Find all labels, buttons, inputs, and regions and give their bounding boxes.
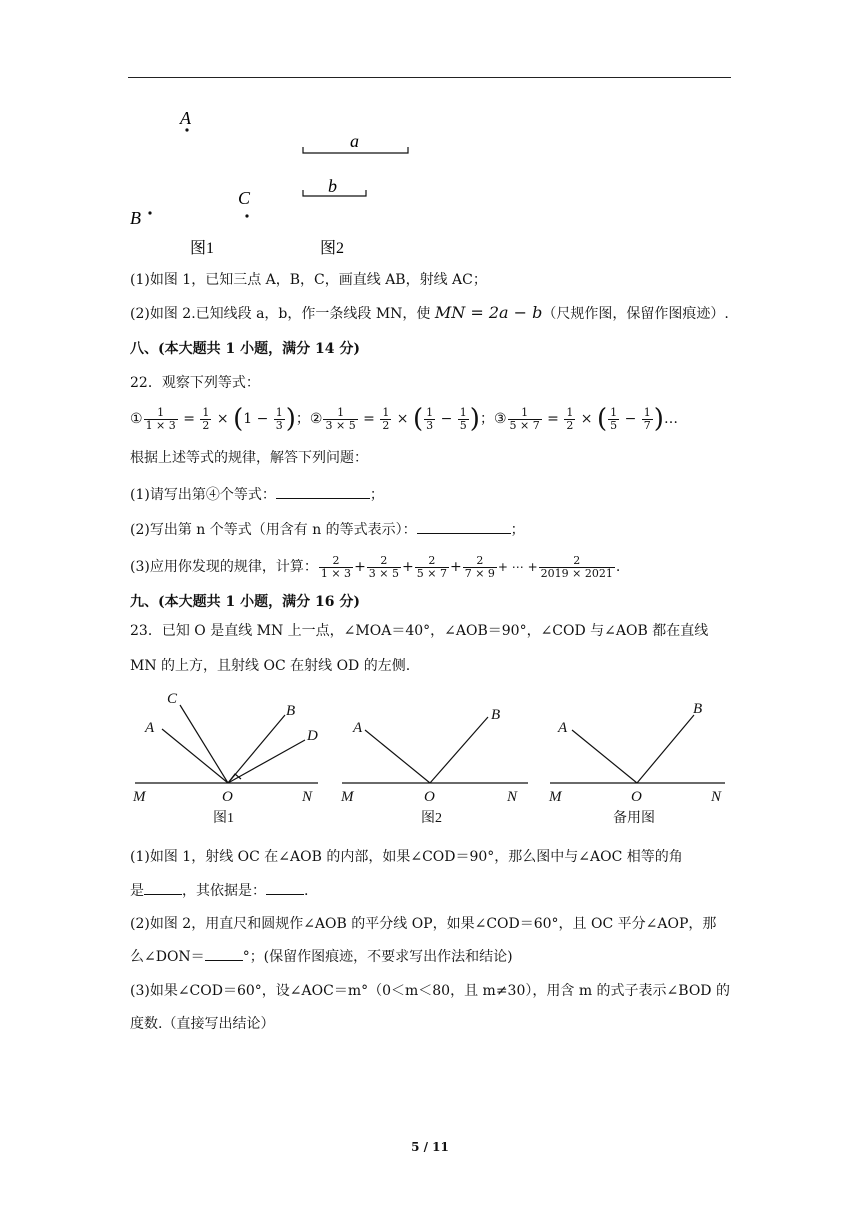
svg-text:O: O — [424, 789, 435, 805]
caption-fig1: 图1 — [190, 240, 215, 257]
eq-ellipsis: … — [663, 411, 678, 427]
svg-text:M: M — [549, 789, 562, 805]
q21-part2-note: （尺规作图，保留作图痕迹）. — [542, 306, 729, 322]
svg-text:N: N — [302, 789, 313, 805]
svg-text:M: M — [133, 789, 146, 805]
fig2-ray-ob — [430, 717, 488, 783]
q21-formula: MN = 2a − b — [434, 303, 543, 322]
segment-label-a: a — [350, 131, 359, 151]
figure-angles — [125, 685, 735, 830]
eq3-coef: $\frac{1}{2}$ — [566, 405, 574, 432]
answer-blank-4[interactable] — [266, 880, 304, 895]
page-number: 5 / 11 — [411, 1140, 449, 1154]
eq3-b: $\frac{1}{7}$ — [643, 405, 651, 432]
answer-blank-2[interactable] — [417, 519, 511, 534]
q22-sub3: (3)应用你发现的规律，计算： $\frac{2}{1 \times 3}$ + $\frac{2}{3 \times 5}$ + $\frac{2}{5 \times 7}$ + $\frac{2}{7 \times 9}$ + ⋯ + $\frac{2}{2019 \times 2021}$ . — [130, 553, 621, 580]
eq-mark-1: ① — [130, 411, 143, 427]
answer-blank-5[interactable] — [205, 946, 243, 961]
caption-spare-fig: 备用图 — [613, 811, 655, 826]
svg-text:A: A — [353, 720, 363, 736]
q21-part2-text: (2)如图 2.已知线段 a，b，作一条线段 MN，使 — [130, 306, 435, 322]
q22-sub1: (1)请写出第④个等式： ； — [130, 484, 384, 505]
caption-angle-fig1: 图1 — [213, 811, 234, 826]
q22-sub1-text: (1)请写出第④个等式： — [130, 487, 276, 503]
svg-text:M: M — [341, 789, 354, 805]
eq1-coef: $\frac{1}{2}$ — [202, 405, 210, 432]
q21-part1: (1)如图 1，已知三点 A，B，C，画直线 AB，射线 AC； — [130, 272, 487, 288]
fig2-ray-oa — [365, 730, 430, 783]
svg-text:B: B — [491, 707, 501, 723]
eq2-coef: $\frac{1}{2}$ — [382, 405, 390, 432]
svg-text:D: D — [307, 728, 318, 744]
caption-fig2: 图2 — [320, 240, 345, 257]
svg-text:A: A — [558, 720, 568, 736]
fig1-ray-ob — [228, 715, 285, 783]
point-b — [148, 211, 151, 214]
q23-statement-line2: MN 的上方，且射线 OC 在射线 OD 的左侧. — [130, 658, 411, 674]
point-c — [245, 214, 248, 217]
svg-text:O: O — [222, 789, 233, 805]
q22-rule: 根据上述等式的规律，解答下列问题： — [130, 450, 368, 466]
header-rule — [128, 77, 731, 78]
q23-statement-line1: 23．已知 O 是直线 MN 上一点，∠MOA＝40°，∠AOB＝90°，∠COD 与∠AOB 都在直线 — [130, 623, 709, 639]
fig1-ray-od — [228, 740, 305, 783]
segment-label-b: b — [328, 176, 337, 196]
eq2-b: $\frac{1}{5}$ — [459, 405, 467, 432]
eq-mark-2: ② — [309, 411, 323, 427]
q22-sub3-text: (3)应用你发现的规律，计算： — [130, 559, 318, 575]
sum-dots: + ⋯ + — [497, 560, 538, 574]
spare-ray-ob — [637, 715, 694, 783]
section-8-heading: 八、(本大题共 1 小题，满分 14 分) — [130, 341, 360, 357]
q23-part2-line1: (2)如图 2，用直尺和圆规作∠AOB 的平分线 OP，如果∠COD＝60°，且 OC 平分∠AOP，那 — [130, 916, 717, 932]
svg-text:N: N — [711, 789, 722, 805]
q22-intro: 22．观察下列等式： — [130, 375, 260, 391]
answer-blank-3[interactable] — [144, 880, 182, 895]
eq-mark-3: ③ — [493, 411, 507, 427]
eq3-a: $\frac{1}{5}$ — [610, 405, 618, 432]
q23-part2-line2: 么∠DON＝ °；(保留作图痕迹，不要求写出作法和结论) — [130, 946, 513, 967]
q23-part3-line1: (3)如果∠COD＝60°，设∠AOC＝m°（0＜m＜80，且 m≠30），用含 m 的式子表示∠BOD 的 — [130, 983, 730, 999]
svg-text:N: N — [507, 789, 518, 805]
svg-text:O: O — [631, 789, 642, 805]
svg-text:A: A — [145, 720, 155, 736]
eq1-lhs-fraction: $\frac{1}{1 \times 3}$ — [145, 405, 176, 432]
sum-term-4: $\frac{2}{7 \times 9}$ — [464, 553, 495, 580]
eq2-a: $\frac{1}{3}$ — [426, 405, 434, 432]
figure-points-segments — [120, 100, 440, 260]
point-label-a: A — [180, 108, 191, 128]
q23-part3-line2: 度数.（直接写出结论） — [130, 1016, 275, 1032]
eq1-a: 1 − — [243, 411, 273, 427]
fig1-ray-oa — [162, 729, 228, 783]
q22-sub2: (2)写出第 n 个等式（用含有 n 的等式表示）： ； — [130, 519, 525, 540]
point-label-c: C — [238, 188, 251, 208]
svg-text:B: B — [693, 701, 703, 717]
svg-text:B: B — [286, 703, 296, 719]
spare-ray-oa — [572, 730, 637, 783]
section-9-heading: 九、(本大题共 1 小题，满分 16 分) — [130, 594, 360, 610]
sum-term-last: $\frac{2}{2019 \times 2021}$ — [540, 553, 613, 580]
sum-term-2: $\frac{2}{3 \times 5}$ — [368, 553, 400, 580]
eq3-lhs-fraction: $\frac{1}{5 \times 7}$ — [509, 405, 540, 432]
q22-equations: ① $\frac{1}{1 \times 3}$ = $\frac{1}{2}$ × (1 − $\frac{1}{3}$ )；② $\frac{1}{3 \times 5}$ = $\frac{1}{2}$ × ( $\frac{1}{3}$ − $\frac{1}{5}$ )；③ $\frac{1}{5 \times 7}$ = $\frac{1}{2}$ × ( $\frac{1}{5}$ − $\frac{1}{7}$ )… — [130, 404, 678, 434]
point-a — [185, 128, 188, 131]
sum-term-1: $\frac{2}{1 \times 3}$ — [320, 553, 352, 580]
eq1-b: $\frac{1}{3}$ — [275, 405, 283, 432]
q23-part1-line1: (1)如图 1，射线 OC 在∠AOB 的内部，如果∠COD＝90°，那么图中与∠AOC 相等的角 — [130, 849, 683, 865]
q22-sub2-text: (2)写出第 n 个等式（用含有 n 的等式表示）： — [130, 522, 417, 538]
q21-part2 — [130, 303, 729, 324]
fig1-ray-oc — [180, 705, 228, 783]
svg-text:C: C — [167, 691, 178, 707]
eq2-lhs-fraction: $\frac{1}{3 \times 5}$ — [325, 405, 356, 432]
answer-blank-1[interactable] — [276, 484, 370, 499]
caption-angle-fig2: 图2 — [421, 811, 442, 826]
q23-part1-line2: 是 ，其依据是： . — [130, 880, 308, 901]
point-label-b: B — [130, 208, 141, 228]
sum-term-3: $\frac{2}{5 \times 7}$ — [416, 553, 447, 580]
